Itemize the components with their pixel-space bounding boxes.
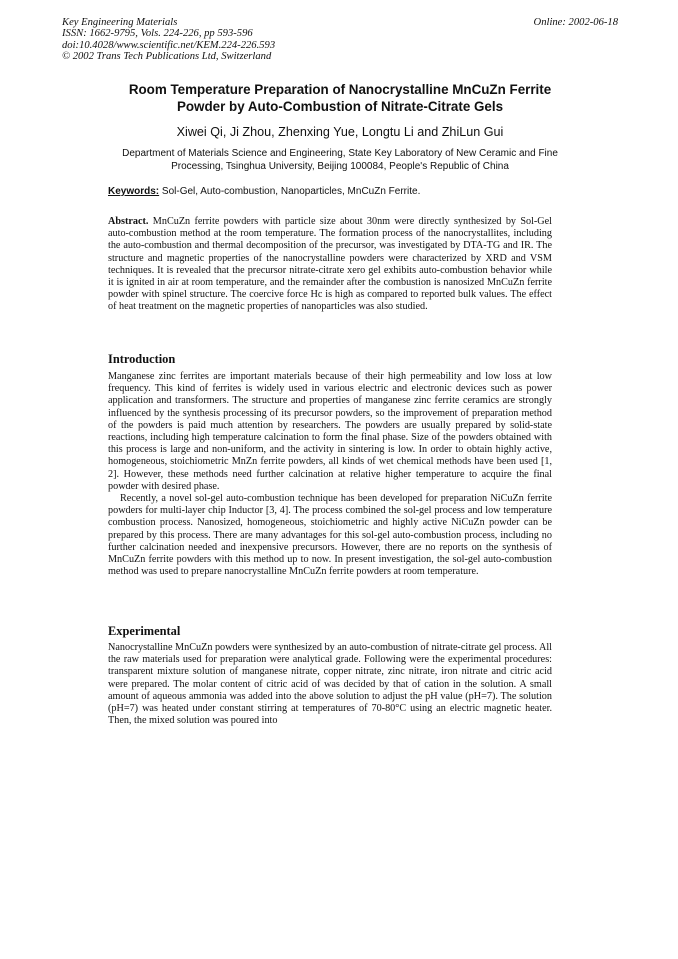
abstract (108, 216, 552, 314)
title-line-2: Powder by Auto-Combustion of Nitrate-Citrate Gels (176, 98, 504, 114)
experimental-paragraph: Nanocrystalline MnCuZn powders were synthesized by an auto-combustion of nitrate-citrate gel process. All the raw materials used for preparation were analytical grade. Following were the experimental procedures: transparent mixture solution of manganese nitrate, copper nitrate, zinc nitrate, iron nitrate and citric acid were prepared. The molar content of citric acid of was decided by that of cation in the solution. A small amount of aqueous ammonia was added into the above solution to adjust the pH value (pH=7). The solution (pH=7) was heated under constant stirring at temperatures of 70-80°C using an electric magnetic heater. Then, the mixed solution was poured into (108, 642, 552, 727)
abstract-text: MnCuZn ferrite powders with particle size about 30nm were directly synthesized by Sol-Gel auto-combustion method at the room temperature. The formation process of the nanocrystallites, including the auto-combustion and thermal decomposition of the precursor, was investigated by DTA-TG and IR. The structure and magnetic properties of the nanocrystalline powders were characterized by XRD and VSM techniques. It is revealed that the precursor nitrate-citrate xero gel exhibits auto-combustion behavior while it is ignited in air at room temperature, and the remainder after the combustion is nanosized MnCuZn ferrite powder with spinel structure. The coercive force Hc is high as compared to reported bulk values. The effect of heat treatment on the magnetic properties of nanoparticles was also studied. (108, 216, 553, 313)
affiliation (100, 148, 580, 173)
abstract-label: Abstract. (108, 216, 149, 227)
doi-link[interactable]: doi:10.4028/www.scientific.net/KEM.224-226.593 (62, 39, 276, 51)
introduction-paragraph-2: Recently, a novel sol-gel auto-combustion technique has been developed for preparation NiCuZn ferrite powders for multi-layer chip Inductor [3, 4]. The process combined the sol-gel process and low temperature combustion process. Nanosized, homogeneous, stoichiometric and highly active NiCuZn powder can be prepared by this process. There are many advantages for this sol-gel auto-combustion process, including no further calcination needed and inexpensive precursors. However, there are no reports on the synthesis of MnCuZn ferrite powders with this method up to now. In present investigation, the sol-gel auto-combustion method was used to prepare nanocrystalline MnCuZn ferrite powders at room temperature. (108, 493, 552, 578)
journal-header (62, 17, 275, 63)
keywords (108, 186, 420, 197)
experimental-heading: Experimental (108, 624, 181, 638)
title-line-1: Room Temperature Preparation of Nanocrystalline MnCuZn Ferrite (128, 82, 552, 97)
author-list: Xiwei Qi, Ji Zhou, Zhenxing Yue, Longtu Li and ZhiLun Gui (176, 125, 504, 139)
keywords-label: Keywords: (108, 186, 160, 197)
journal-name: Key Engineering Materials (62, 17, 178, 28)
issn-line: ISSN: 1662-9795, Vols. 224-226, pp 593-596 (62, 28, 253, 40)
paper-title (80, 82, 600, 115)
introduction-section (108, 371, 552, 578)
online-date: Online: 2002-06-18 (533, 17, 618, 28)
keywords-text: Sol-Gel, Auto-combustion, Nanoparticles, MnCuZn Ferrite. (161, 186, 421, 197)
copyright-line: © 2002 Trans Tech Publications Ltd, Switzerland (62, 51, 272, 63)
introduction-heading: Introduction (108, 352, 176, 366)
affiliation-line-2: Processing, Tsinghua University, Beijing 100084, People's Republic of China (171, 160, 509, 172)
introduction-paragraph-1: Manganese zinc ferrites are important materials because of their high permeability and low loss at low frequency. This kind of ferrites is widely used in various electric and electronic devices such as power application and transformers. The structure and properties of manganese zinc ferrite ceramics are strongly influenced by the synthesis processing of its precursor powders, so the improvement of preparation method of the powders is paid much attention by researchers. The powders are usually prepared by solid-state reactions, including high temperature calcination to form the final phase. Size of the powders obtained with this process is large and non-uniform, and the activity in sintering is low. In order to obtain highly active, homogeneous, stoichiometric MnZn ferrite powders, all kinds of wet chemical methods have been used [1, 2]. However, these methods need further calcination at relative higher temperature to acquire the final powder with desired phase. (108, 371, 552, 492)
affiliation-line-1: Department of Materials Science and Engineering, State Key Laboratory of New Ceramic and Fine (122, 148, 558, 159)
